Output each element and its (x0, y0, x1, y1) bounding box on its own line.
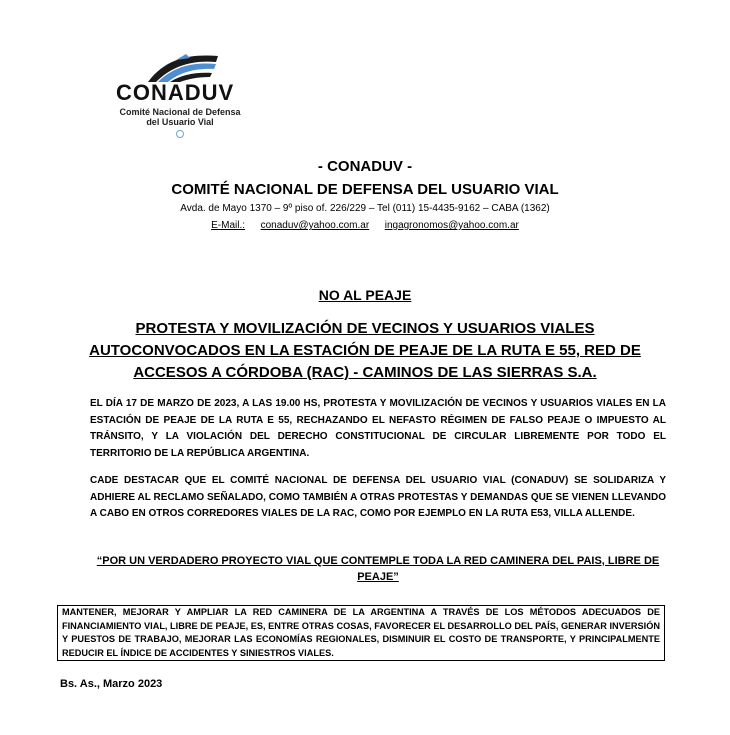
conaduv-logo (100, 52, 270, 132)
email-link-ingagronomos[interactable]: ingagronomos@yahoo.com.ar (384, 220, 519, 231)
logo-subtitle-line1: Comité Nacional de Defensa (119, 107, 241, 117)
paragraph-1: EL DÍA 17 DE MARZO DE 2023, A LAS 19.00 HS, PROTESTA Y MOVILIZACIÓN DE VECINOS Y USUARIOS VIALES EN LA ESTACIÓN DE PEAJE DE LA RUTA E 55, RECHAZANDO EL NEFASTO RÉGIMEN DE FALSO PEAJE O IMPUESTO AL TRÁNSITO, Y LA VIOLACIÓN DEL DERECHO CONSTITUCIONAL DE CIRCULAR LIBREMENTE POR TODO EL TERRITORIO DE LA REPÚBLICA ARGENTINA. (90, 398, 666, 459)
logo-name: CONADUV (116, 80, 235, 105)
main-title: PROTESTA Y MOVILIZACIÓN DE VECINOS Y USUARIOS VIALES AUTOCONVOCADOS EN LA ESTACIÓN DE PEAJE DE LA RUTA E 55, RED DE ACCESOS A CÓRDOBA (RAC) - CAMINOS DE LAS SIERRAS S.A. (89, 320, 641, 381)
email-link-conaduv[interactable]: conaduv@yahoo.com.ar (260, 220, 370, 231)
committee-heading: COMITÉ NACIONAL DE DEFENSA DEL USUARIO VIAL (171, 181, 559, 198)
email-line (0, 220, 730, 231)
logo-subtitle (100, 107, 260, 127)
slogan-quote: “POR UN VERDADERO PROYECTO VIAL QUE CONTEMPLE TODA LA RED CAMINERA DEL PAIS, LIBRE DE PEAJE” (96, 555, 660, 583)
title-no-al-peaje: NO AL PEAJE (318, 287, 412, 303)
org-heading: - CONADUV - (317, 158, 413, 175)
boxed-statement: MANTENER, MEJORAR Y AMPLIAR LA RED CAMINERA DE LA ARGENTINA A TRAVÉS DE LOS MÉTODOS ADECUADOS DE FINANCIAMIENTO VIAL, LIBRE DE PEAJE, ES, ENTRE OTRAS COSAS, FAVORECER EL DESARROLLO DEL PAÍS, GENERAR INVERSIÓN Y PUESTOS DE TRABAJO, MEJORAR LAS ECONOMÍAS REGIONALES, DISMINUIR EL COSTO DE TRANSPORTE, Y PRINCIPALMENTE REDUCIR EL ÍNDICE DE ACCIDENTES Y SINIESTROS VIALES. (57, 605, 665, 661)
logo-dot-icon (176, 130, 184, 138)
signoff-date: Bs. As., Marzo 2023 (60, 678, 163, 690)
paragraph-2: CADE DESTACAR QUE EL COMITÉ NACIONAL DE DEFENSA DEL USUARIO VIAL (CONADUV) SE SOLIDARIZA Y ADHIERE AL RECLAMO SEÑALADO, COMO TAMBIÉN A OTRAS PROTESTAS Y DEMANDAS QUE SE VIENEN LLEVANDO A CABO EN OTROS CORREDORES VIALES DE LA RAC, COMO POR EJEMPLO EN LA RUTA E53, VILLA ALLENDE. (90, 475, 666, 520)
email-label: E-Mail.: (211, 220, 246, 231)
address-line: Avda. de Mayo 1370 – 9º piso of. 226/229 – Tel (011) 15-4435-9162 – CABA (1362) (180, 203, 550, 214)
logo-subtitle-line2: del Usuario Vial (146, 117, 214, 127)
